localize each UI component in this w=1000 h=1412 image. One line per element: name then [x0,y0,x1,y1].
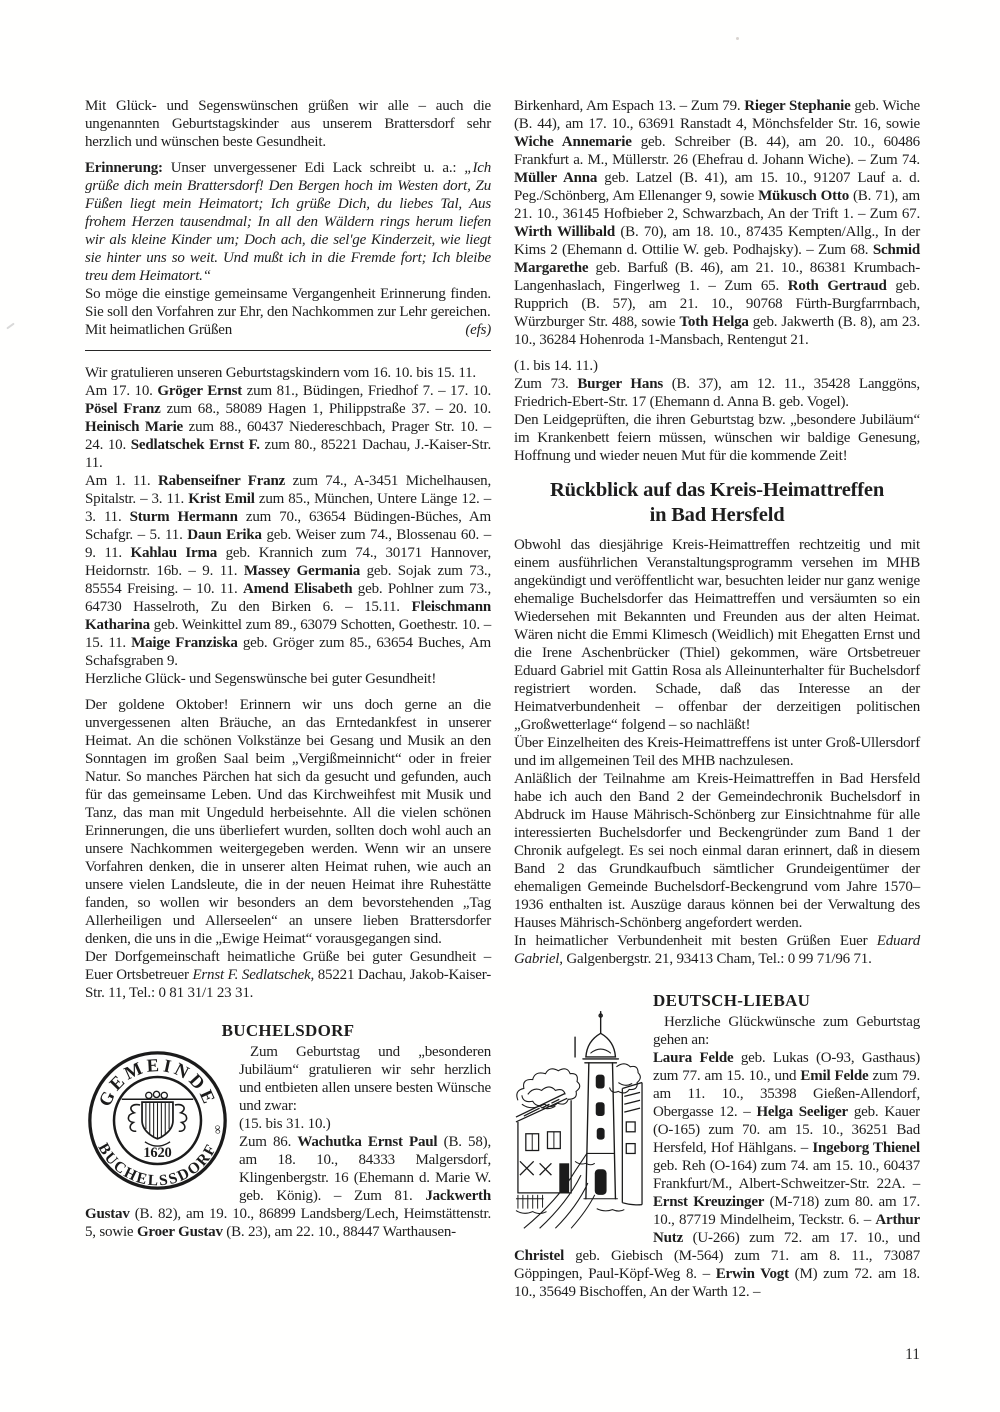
signoff-text: Mit heimatlichen Grüßen [85,322,233,338]
paragraph-november-geburtstage: Am 1. 11. Rabenseifner Franz zum 74., A-3451 Michelhausen, Spitalstr. – 3. 11. Krist Emil zum 85., München, Untere Länge 12. – 3. 11. Sturm Hermann zum 70., 63654 Büdingen-Büches, Am Schafgr. – 5. 11. Daun Erika geb. Weiser zum 74., Blossenau 60. – 9. 11. Kahlau Irma geb. Krannich zum 74., 30171 Hannover, Heidornstr. 16b. – 9. 11. Massey Germania geb. Sojak zum 73., 85554 Freising. – 10. 11. Amend Elisabeth geb. Pohlner zum 73., 64730 Hasselroth, Zu den Birken 6. – 15.11. Fleischmann Katharina geb. Weinkittel zum 89., 63079 Schotten, Goethestr. 10. – 15. 11. Maige Franziska geb. Gröger zum 85., 63654 Buches, Am Schafsgraben 9. [85,473,491,669]
section-buchelsdorf [85,1022,491,1241]
section-deutsch-liebau [514,992,920,1301]
paragraph-leidgepruefte: Den Leidgeprüften, die ihren Geburtstag bzw. „besondere Jubiläum“ im Krankenbett feiern müssen, wünschen wir baldige Genesung, Hoffnung und wieder neuen Mut für die kommende Zeit! [514,412,920,464]
line-glueckwuensche: Herzliche Glück- und Segenswünsche bei guter Gesundheit! [85,671,437,687]
seal-top-text: GEMEINDE [94,1054,221,1110]
paragraph-greeting: Mit Glück- und Segenswünschen grüßen wir alle – auch die ungenannten Geburtstagskinder aus unserem Brattersdorf sehr herzlich und wünschen beste Gesundheit. [85,98,491,150]
paragraph-verbundenheit: In heimatlicher Verbundenheit mit besten Grüßen Euer Eduard Gabriel, Galgenbergstr. 21, 93413 Cham, Tel.: 0 99 71/96 71. [514,933,920,967]
paragraph-buchelsdorf-geburtstage: Zum 86. Wachutka Ernst Paul (B. 58), am 18. 10., 84333 Malgersdorf, Klingenbergstr. 16 (Ehemann d. Marie W. geb. König). – Zum 81. Jackwerth Gustav (B. 82), am 19. 10., 86899 Landsberg/Lech, Heimstättenstr. 5, sowie Groer Gustav (B. 23), am 22. 10., 88447 Warthausen- [85,1134,492,1240]
paragraph-so-moege: So möge die einstige gemeinsame Vergangenheit Erinnerung finden. Sie soll den Vorfahren zur Ehr, den Nachkommen zur Lehr gereichen. [85,286,491,320]
paragraph-anlaesslich: Anläßlich der Teilnahme am Kreis-Heimattreffen in Bad Hersfeld habe ich auch den Band 2 der Gemeindechronik Buchelsdorf in Abdruck im Hause Mährisch-Schönberg zur Einsichtnahme für alle interessierten Buchelsdorfer und Beckengründer zum Band 1 der Chronik aufgelegt. Es sei noch einmal daran erinnert, daß in diesem Band 2 das Grundkaufbuch sämtlicher Grundeigentümer der ehemaligen Gemeinde Buchelsdorf-Beckengrund vom Jahre 1570–1936 enthalten ist. Auszüge daraus können bei der Verwaltung des Hauses Mährisch-Schönberg angefordert werden. [514,771,920,931]
seal-bottom-text: BUCHELSSDORF [94,1140,221,1190]
scan-artifact [6,323,15,330]
line-zeitraum-november: (1. bis 14. 11.) [514,358,598,374]
paragraph-dorfgemeinschaft: Der Dorfgemeinschaft heimatliche Grüße bei guter Gesundheit – Euer Ortsbetreuer Ernst F. Sedlatschek, 85221 Dachau, Jakob-Kaiser-Str. 11, Tel.: 0 81 31/1 23 31. [85,949,491,1001]
section-divider [85,350,491,351]
signoff-line [85,321,491,339]
heading-rueckblick [520,478,914,528]
paragraph-erinnerung: Erinnerung: Unser unvergessener Edi Lack schreibt u. a.: „Ich grüße dich mein Brattersdorf! Den Bergen hoch im Westen dort, Zu Füßen liegt mein Heimatort; Ich grüße Dich, du liebes Tal, Aus frohem Herzen tausendmal; In all den Wäldern rings herum liefen wir als kleine Kinder um; Doch ach, die sel'ge Kinderzeit, wie liegt sie hinter uns so weit. Und mußt ich in die Fremde fort; Ich bleibe treu dem Heimatort.“ [85,160,491,284]
page-content [85,97,920,1301]
paragraph-buchelsdorf-intro: Zum Geburtstag und „besonderen Jubiläum“ gratulieren wir sehr herzlich und entbieten allen unsere besten Wünsche und zwar: [239,1044,491,1114]
right-column [514,97,920,1301]
heading-buchelsdorf: BUCHELSDORF [221,1021,355,1040]
paragraph-obwohl: Obwohl das diesjährige Kreis-Heimattreffen rechtzeitig und mit einem ausführlichen Veranstaltungsprogramm versehen im MHB angekündigt und veröffentlicht war, besuchten leider nur ganz wenige ehemalige Buchelsdorfer das Heimattreffen und versäumten so ein Wiedersehen mit Bekannten und Freunden aus der alten Heimat. Wären nicht die Emmi Klimesch (Weidlich) mit Ehegatten Ernst und die Irene Aschenbrücker (Thiel) gekommen, wäre Ortsbetreuer Eduard Gabriel mit Gattin Rosa als Alleinunterhalter für Buchelsdorf registriert worden. Schade, daß das Interesse an der Heimatverbundenheit – offenbar der derzeitigen politischen „Großwetterlage“ folgend – so nachläßt! [514,537,920,733]
seal-ornament: ∞ [210,1124,226,1135]
paragraph-liebau-intro: Herzliche Glückwünsche zum Geburtstag gehen an: [653,1014,920,1048]
scan-artifact-dot [736,37,739,40]
paragraph-goldener-oktober: Der goldene Oktober! Erinnern wir uns doch gerne an die unvergessenen alten Bräuche, an das Erntedankfest in unserer Heimat. An die schönen Volkstänze bei Gesang und Musik an den Sonntagen im großen Saal beim „Vergißmeinnicht“ oder in freier Natur. So manches Pärchen hat sich da gesucht und gefunden, auch für das gemeinsame Leben. Und das Kirchweihfest mit Musik und Tanz, das man mit Ungeduld herbeisehnte. All die vielen schönen Erinnerungen, die uns überliefert wurden, sollten doch wohl auch an unsere Nachkommen weitergegeben werden. Wenn wir an unsere Vorfahren denken, die in unserer alten Heimat ruhen, wie auch an unsere vielen Landsleute, die in der neuen Heimat ihre Ruhestätte fanden, so wollen wir besonders an dem bevorstehenden „Tag Allerheiligen und Allerseelen“ an unsere lieben Brattersdorfer denken, die uns in die „Ewige Heimat“ vorausgegangen sind. [85,697,491,947]
left-column [85,97,491,1301]
paragraph-fortsetzung-geburtstage: Birkenhard, Am Espach 13. – Zum 79. Rieger Stephanie geb. Wiche (B. 44), am 17. 10., 63691 Ranstadt 4, Mönchsfelder Str. 16, sowie Wiche Annemarie geb. Schreiber (B. 44), am 20. 10., 60486 Frankfurt a. M., Müllerstr. 26 (Ehefrau d. Johann Wiche). – Zum 74. Müller Anna geb. Latzel (B. 41), am 15. 10., 91207 Lauf a. d. Peg./Schönberg, Am Ellenanger 9, sowie Mükusch Otto (B. 71), am 21. 10., 36145 Hofbieber 2, Schwarzbach, An der Trift 1. – Zum 67. Wirth Willibald (B. 70), am 18. 10., 87435 Kempten/Allg., In der Kims 2 (Ehemann d. Ottilie W. geb. Podhajsky). – Zum 68. Schmid Margarethe geb. Barfuß (B. 46), am 21. 10., 86381 Krumbach-Langenhaslach, Fingerlweg 1. – Zum 65. Roth Gertraud geb. Rupprich (B. 57), am 21. 10., 90768 Fürth-Burgfarrnbach, Würzburger Str. 488, sowie Toth Helga geb. Jakwerth (B. 8), am 23. 10., 36284 Hohenroda 1-Mansbach, Rentengut 21. [514,98,921,348]
paragraph-liebau-geburtstage: Laura Felde geb. Lukas (O-93, Gasthaus) zum 77. am 15. 10., und Emil Felde zum 79. am 11. 10., 35398 Gießen-Allendorf, Obergasse 12. – Helga Seeliger geb. Kauer (O-165) zum 70. am 15. 10., 36251 Bad Hersfeld, Hof Hählgans. – Ingeborg Thienel geb. Reh (O-164) zum 74. am 15. 10., 60437 Frankfurt/M., Albert-Schweitzer-Str. 22A. – Ernst Kreuzinger (M-718) zum 80. am 17. 10., 87719 Mindelheim, Teckstr. 6. – Arthur Nutz (U-266) zum 72. am 17. 10., und Christel geb. Giebisch (M-564) zum 71. am 8. 11., 73087 Göppingen, Paul-Köpf-Weg 8. – Erwin Vogt (M) zum 72. am 18. 10., 35649 Bischoffen, An der Warth 12. – [514,1050,920,1300]
seal-year: 1620 [143,1145,172,1162]
village-church-illustration [514,1004,644,1232]
heading-rueckblick-line2: in Bad Hersfeld [649,504,785,526]
gemeinde-buchelssdorf-seal [85,1048,230,1193]
paragraph-gratulieren: Wir gratulieren unseren Geburtstagskindern vom 16. 10. bis 15. 11. [85,365,476,381]
paragraph-einzelheiten: Über Einzelheiten des Kreis-Heimattreffens ist unter Groß-Ullersdorf und im allgemeinen Teil des MHB nachzulesen. [514,735,920,769]
svg-text:GEMEINDE [95,1055,221,1109]
line-buchelsdorf-zeitraum: (15. bis 31. 10.) [239,1116,331,1132]
page-number: 11 [905,1346,920,1363]
heading-rueckblick-line1: Rückblick auf das Kreis-Heimattreffen [549,479,885,501]
heading-deutsch-liebau: DEUTSCH-LIEBAU [653,991,811,1010]
signoff-initials: (efs) [465,322,491,338]
paragraph-burger: Zum 73. Burger Hans (B. 37), am 12. 11., 35428 Langgöns, Friedrich-Ebert-Str. 17 (Ehemann d. Anna B. geb. Vogel). [514,376,920,410]
paragraph-oktober-geburtstage: Am 17. 10. Gröger Ernst zum 81., Büdingen, Friedhof 7. – 17. 10. Pösel Franz zum 68., 58089 Hagen 1, Philippstraße 37. – 20. 10. Heinisch Marie zum 88., 60437 Niedereschbach, Prager Str. 10. – 24. 10. Sedlatschek Ernst F. zum 80., 85221 Dachau, J.-Kaiser-Str. 11. [85,383,492,471]
